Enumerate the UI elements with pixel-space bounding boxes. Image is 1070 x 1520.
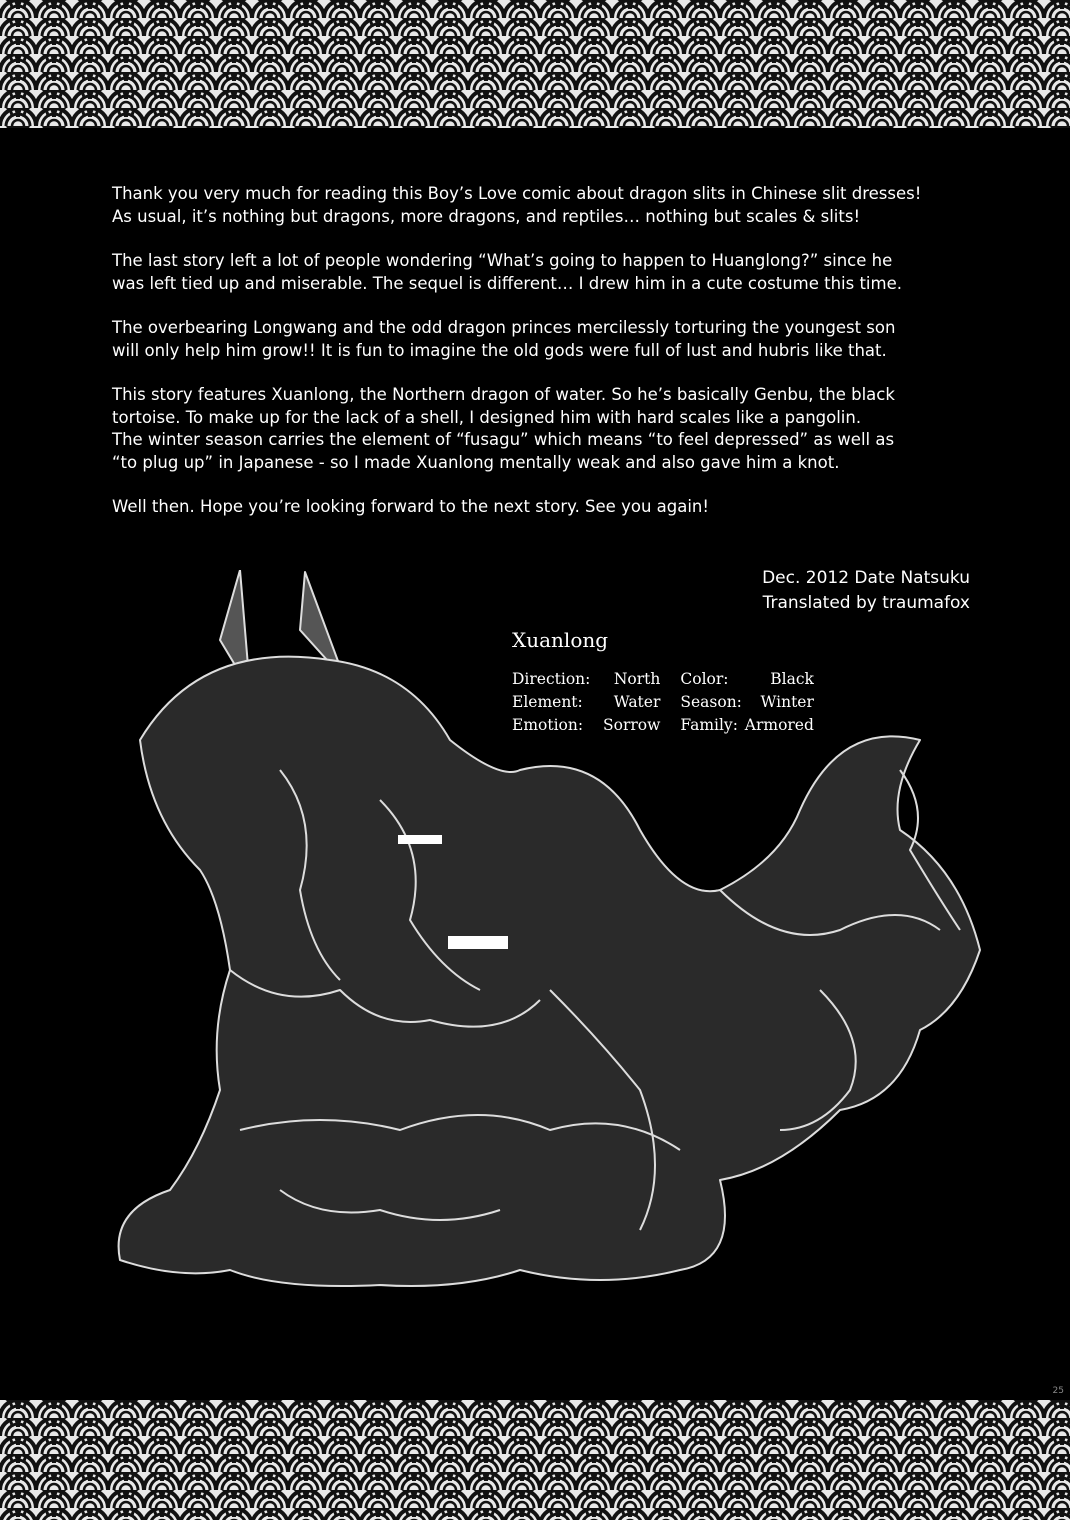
direction-value: North (613, 670, 661, 688)
text-line: The winter season carries the element of “fusagu” which means “to feel depressed” as well as (112, 430, 895, 449)
color-value: Black (770, 670, 814, 688)
season-value: Winter (760, 693, 814, 711)
paragraph (112, 317, 992, 362)
text-line: Thank you very much for reading this Boy’s Love comic about dragon slits in Chinese slit dresses! (112, 184, 922, 203)
paragraph (112, 250, 992, 295)
family-value: Armored (744, 716, 814, 734)
scale-pattern-bottom (0, 1400, 1070, 1520)
translator-credit: Translated by traumafox (762, 593, 970, 613)
text-line: The overbearing Longwang and the odd dragon princes mercilessly torturing the youngest son (112, 318, 896, 337)
scale-pattern-top (0, 0, 1070, 128)
character-name: Xuanlong (512, 628, 609, 652)
emotion-label: Emotion: (512, 716, 584, 734)
paragraph (112, 183, 992, 228)
text-line: Well then. Hope you’re looking forward to the next story. See you again! (112, 497, 709, 516)
color-label: Color: (680, 670, 729, 688)
character-profile (512, 628, 814, 739)
text-line: was left tied up and miserable. The sequel is different… I drew him in a cute costume this time. (112, 273, 902, 293)
direction-label: Direction: (512, 670, 591, 688)
bottom-scale-pattern-border (0, 1400, 1070, 1520)
family-label: Family: (680, 716, 738, 734)
season-label: Season: (680, 693, 742, 711)
text-line: “to plug up” in Japanese - so I made Xuanlong mentally weak and also gave him a knot. (112, 452, 840, 472)
profile-row (512, 670, 814, 693)
emotion-value: Sorrow (603, 716, 661, 734)
paragraph (112, 496, 992, 519)
element-value: Water (613, 693, 661, 711)
text-line: This story features Xuanlong, the Northern dragon of water. So he’s basically Genbu, the black (112, 385, 895, 404)
date-author: Dec. 2012 Date Natsuku (762, 568, 970, 588)
top-scale-pattern-border (0, 0, 1070, 128)
text-line: tortoise. To make up for the lack of a shell, I designed him with hard scales like a pangolin. (112, 407, 862, 427)
profile-table (512, 670, 814, 739)
profile-row (512, 716, 814, 739)
text-line: The last story left a lot of people wondering “What’s going to happen to Huanglong?” since he (112, 251, 893, 270)
element-label: Element: (512, 693, 583, 711)
page-number: 25 (1052, 1386, 1064, 1396)
profile-row (512, 693, 814, 716)
afterword-text (112, 183, 992, 541)
text-line: will only help him grow!! It is fun to imagine the old gods were full of lust and hubris like that. (112, 340, 887, 360)
signature-block (762, 566, 970, 616)
text-line: As usual, it’s nothing but dragons, more dragons, and reptiles… nothing but scales & slits! (112, 206, 861, 226)
paragraph (112, 384, 992, 474)
